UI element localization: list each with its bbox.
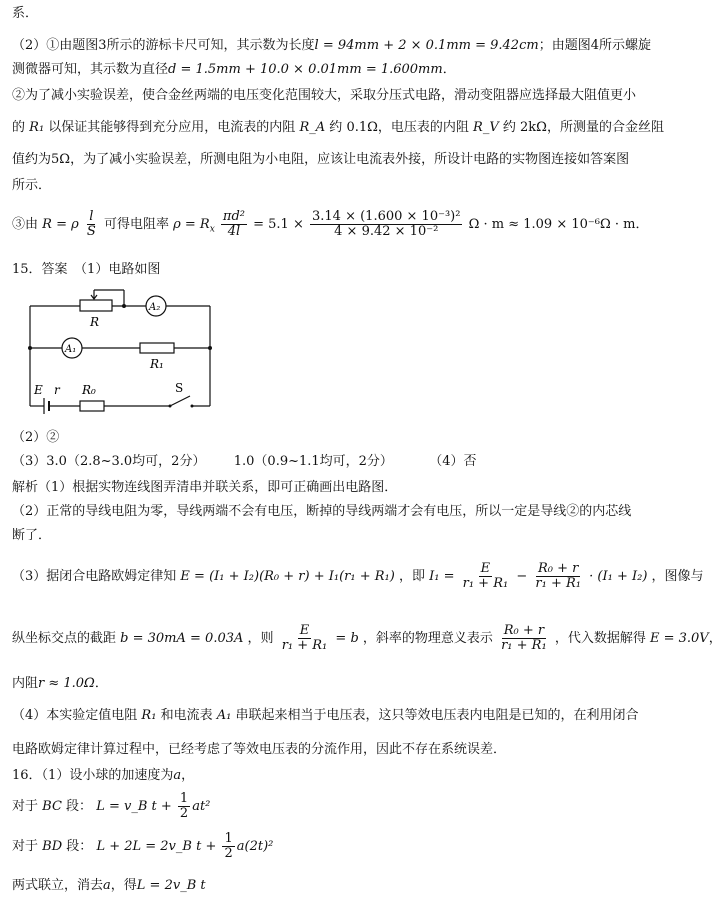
label-R: R [90,315,100,329]
switch-S [170,396,190,406]
text-line-7: 所示． [12,178,52,193]
label-S: S [175,381,184,395]
rheostat-R [80,300,112,311]
analysis-1: 解析（1）根据实物连线图弄清串并联关系，即可正确画出电路图． [12,480,398,495]
analysis-4-cont: 电路欧姆定律计算过程中，已经考虑了等效电压表的分流作用，因此不存在系统误差． [12,742,507,757]
text-line-1: 系． [12,6,39,21]
text-line-5: 的 R₁ 以保证其能够得到充分应用，电流表的内阻 R_A 约 0.1Ω，电压表的内阻 R_V 约 2kΩ，所测量的合金丝阻 [12,120,664,135]
formula-diameter: d = 1.5mm + 10.0 × 0.01mm = 1.600mm [168,62,443,77]
equation-bd: 对于 BD 段： L + 2L = 2v_B t + $\frac{1}{2}$ a(2t)² [12,831,274,861]
text-line-4: ②为了减小实验误差，使合金丝两端的电压变化范围较大，采取分压式电路，滑动变阻器应选择最大阻值更小 [12,88,637,103]
answer-15-part2: （2）② [12,430,60,445]
question-16-heading: 16．（1）设小球的加速度为a， [12,768,195,783]
answer-15-heading: 15．答案 （1）电路如图 [12,262,161,277]
label-R0: R₀ [82,383,96,397]
analysis-3-formula: （3）据闭合电路欧姆定律知 E = (I₁ + I₂)(R₀ + r) + I₁(r₁ + R₁) ，即 I₁ = $\frac{E}{\text{r₁ + R₁}}$ − $\frac{\text{R₀ + r}}{\text{r₁ + R₁}}$ · (I₁ + I₂) ，图像与 [12,561,704,591]
label-R1: R₁ [150,357,164,371]
resistor-R0 [80,401,104,411]
label-r: r [54,383,60,397]
equation-combined: 两式联立，消去a，得L = 2v_B t [12,878,206,893]
label-A1: A₁ [65,344,77,355]
label-A2: A₂ [149,302,161,313]
answer-15-part3-4: （3）3.0（2.8~3.0均可，2分） 1.0（0.9~1.1均可，2分） （4）否 [12,454,477,469]
analysis-2: （2）正常的导线电阻为零，导线两端不会有电压，断掉的导线两端才会有电压，所以一定是导线②的内芯线 [12,504,632,519]
analysis-3-intercept: 纵坐标交点的截距 b = 30mA = 0.03A ，则 $\frac{E}{\text{r₁ + R₁}}$ = b ，斜率的物理意义表示 $\frac{\text{R₀ + r}}{\text{r₁ + R₁}}$ ，代入数据解得 E = 3.0V， [12,623,722,653]
text-line-3: 测微器可知，其示数为直径d = 1.5mm + 10.0 × 0.01mm = 1.600mm． [12,62,456,77]
text-line-6: 值约为5Ω，为了减小实验误差，所测电阻为小电阻，应该让电流表外接，所设计电路的实物图连接如答案图 [12,152,630,167]
analysis-4: （4）本实验定值电阻 R₁ 和电流表 A₁ 串联起来相当于电压表，这只等效电压表内电阻是已知的，在利用闭合 [12,708,639,723]
label-E: E [34,383,43,397]
resistor-R1 [140,343,174,353]
resistivity-formula: ③由 R = ρ $\frac{l}{S}$ 可得电阻率 $\rho = R_x$ $\frac{\text{πd²}}{4l}$ = 5.1 × $\frac{\text{3.14 × (1.600 × 10⁻³)²}}{\text{4 × 9.42 × 10⁻²}}$ Ω · m ≈ 1.09 × 10⁻⁶Ω · m． [12,209,649,239]
formula-length: l = 94mm + 2 × 0.1mm = 9.42cm [314,38,539,53]
analysis-3-result: 内阻r ≈ 1.0Ω． [12,676,108,691]
text-line-2: （2）①由题图3所示的游标卡尺可知，其示数为长度l = 94mm + 2 × 0.1mm = 9.42cm；由题图4所示螺旋 [12,38,651,53]
analysis-2-cont: 断了． [12,528,52,543]
equation-bc: 对于 BC 段： L = v_B t + $\frac{1}{2}$ at² [12,791,211,821]
circuit-diagram [20,284,220,414]
